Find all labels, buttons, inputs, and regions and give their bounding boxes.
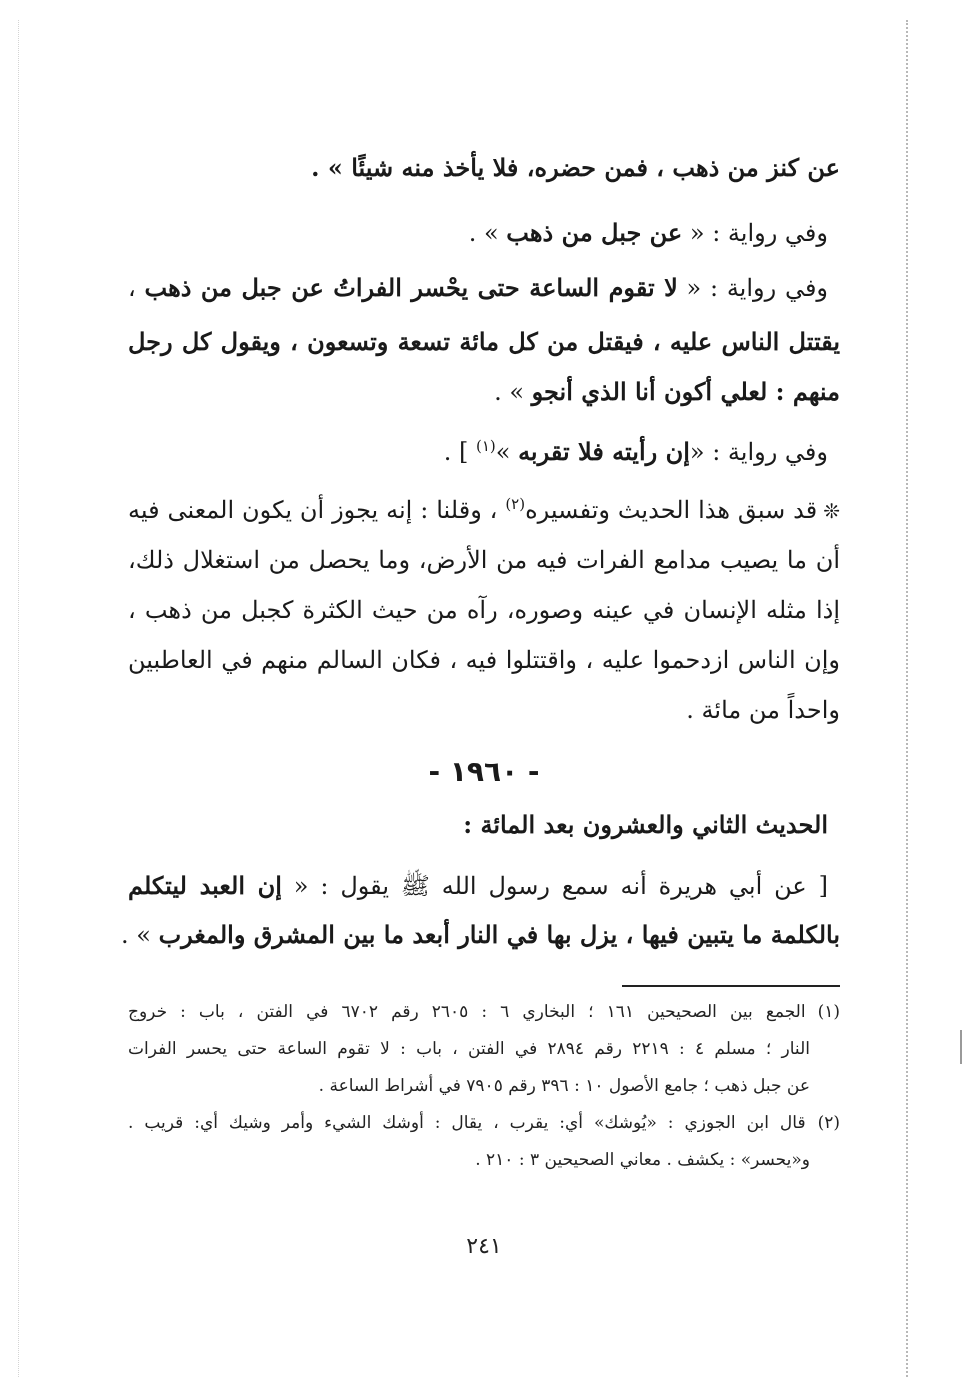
hadith-number: - ١٩٦٠ -	[428, 755, 540, 788]
body-line-3: وفي رواية : « لا تقوم الساعة حتى يحْسر الفراتُ عن جبل من ذهب ،	[128, 273, 829, 302]
footnote-1-line-3: عن جبل ذهب ؛ جامع الأصول ١٠ : ٣٩٦ رقم ٧٩٠٥ في أشراط الساعة .	[318, 1076, 810, 1096]
body-line-4: يقتتل الناس عليه ، فيقتل من كل مائة تسعة وتسعون ، ويقول كل رجل	[128, 327, 840, 356]
asterisk-icon: ❊	[823, 499, 840, 523]
scan-edge-dots-left	[18, 20, 19, 1377]
page-number: ٢٤١	[466, 1234, 502, 1259]
body-line-6: وفي رواية : «إن رأيته فلا تقربه »$^{(١)}$ ] .	[443, 437, 828, 466]
footnote-1-line-2: النار ؛ مسلم ٤ : ٢٢١٩ رقم ٢٨٩٤ في الفتن ، باب : لا تقوم الساعة حتى يحسر الفرات	[128, 1039, 810, 1059]
scan-edge-dots	[906, 20, 908, 1377]
comment-line-4: وإن الناس ازدحموا عليه ، واقتتلوا فيه ، فكان السالم منهم في العاطبين	[128, 646, 840, 674]
comment-line-2: أن ما يصيب مدامع الفرات فيه من الأرض، وما يحصل من استغلال ذلك،	[128, 546, 840, 574]
comment-line-5: واحداً من مائة .	[686, 696, 840, 724]
footnote-ref-1: (١)	[475, 437, 496, 455]
hadith-line-2: بالكلمة ما يتبين فيها ، يزل بها في النار أبعد ما بين المشرق والمغرب » .	[120, 920, 840, 949]
body-line-1: عن كنز من ذهب ، فمن حضره، فلا يأخذ منه شيئًا » .	[311, 153, 840, 182]
body-line-5: منهم : لعلي أكون أنا الذي أنجو » .	[494, 377, 840, 406]
footnote-2-line-1: (٢)قال ابن الجوزي : «يُوشك» أي: يقرب ، يقال : أوشك الشيء وأمر وشيك أي: قريب .	[128, 1113, 840, 1133]
footnote-separator	[622, 985, 840, 987]
footnote-ref-2: (٢)	[505, 495, 526, 513]
scan-edge-mark	[960, 1030, 962, 1064]
comment-line-3: إذا مثله الإنسان في عينه وصوره، رآه من حيث الكثرة كجبل من ذهب ،	[128, 596, 840, 624]
hadith-line-1: [ عن أبي هريرة أنه سمع رسول الله ﷺ يقول : « إن العبد ليتكلم	[128, 871, 829, 900]
hadith-title: الحديث الثاني والعشرون بعد المائة :	[463, 810, 828, 839]
footnote-1-label: (١)	[817, 1002, 840, 1022]
comment-line-1: ❊قد سبق هذا الحديث وتفسيره$^{(٢)}$ ، وقلنا : إنه يجوز أن يكون المعنى فيه	[128, 495, 840, 524]
body-line-2: وفي رواية : « عن جبل من ذهب » .	[468, 218, 828, 247]
footnote-2-line-2: و«يحسر» : يكشف . معاني الصحيحين ٣ : ٢١٠ .	[475, 1150, 810, 1170]
footnote-2-label: (٢)	[817, 1113, 840, 1133]
footnote-1-line-1: (١)الجمع بين الصحيحين ١٦١ ؛ البخاري ٦ : ٢٦٠٥ رقم ٦٧٠٢ في الفتن ، باب : خروج	[128, 1002, 840, 1022]
